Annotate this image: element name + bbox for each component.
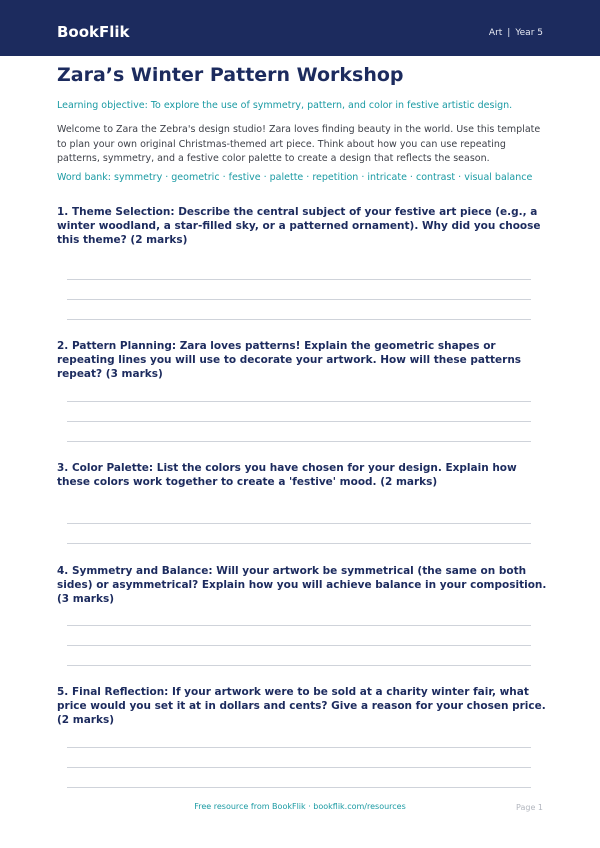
question-5: 5. Final Reflection: If your artwork were to be sold at a charity winter fair, what price would you set it at in dollars and cents? Give a reason for your chosen price. (2 marks) [57,686,546,726]
learning-objective: Learning objective: To explore the use of symmetry, pattern, and color in festive artistic design. [57,100,513,111]
answer-line-2b[interactable] [67,421,531,422]
brand-logo-text: BookFlik [57,23,130,41]
word-bank: Word bank: symmetry · geometric · festive · palette · repetition · intricate · contrast · visual balance [57,172,533,183]
answer-line-2c[interactable] [67,441,531,442]
answer-line-4b[interactable] [67,645,531,646]
answer-line-1c[interactable] [67,319,531,320]
answer-line-5a[interactable] [67,747,531,748]
page-number: Page 1 [516,803,543,812]
subject-label: Art [488,28,503,38]
question-3: 3. Color Palette: List the colors you have chosen for your design. Explain how these colors work together to create a 'festive' mood. (2 marks) [57,462,517,488]
answer-line-5c[interactable] [67,787,531,788]
footer-link[interactable]: Free resource from BookFlik · bookflik.com/resources [194,802,406,811]
answer-line-3b[interactable] [67,543,531,544]
header-bar [0,0,600,56]
question-4: 4. Symmetry and Balance: Will your artwork be symmetrical (the same on both sides) or asymmetrical? Explain how you will achieve balance in your composition. (3 marks) [57,565,547,605]
question-1: 1. Theme Selection: Describe the central subject of your festive art piece (e.g., a winter woodland, a star-filled sky, or a patterned ornament). Why did you choose this theme? (2 marks) [57,206,541,246]
year-label: Year 5 [515,28,543,38]
answer-line-4c[interactable] [67,665,531,666]
answer-line-4a[interactable] [67,625,531,626]
page-title: Zara’s Winter Pattern Workshop [57,64,404,86]
question-2: 2. Pattern Planning: Zara loves patterns! Explain the geometric shapes or repeating lines you will use to decorate your artwork. How will these patterns repeat? (3 marks) [57,340,522,380]
answer-line-2a[interactable] [67,401,531,402]
answer-line-5b[interactable] [67,767,531,768]
header-separator: | [507,28,511,38]
answer-line-3a[interactable] [67,523,531,524]
intro-paragraph: Welcome to Zara the Zebra's design studio! Zara loves finding beauty in the world. Use this template to plan your own original Christmas-themed art piece. Think about how you can use repeating patterns, symmetry, and a festive color palette to create a design that reflects the season. [57,124,541,164]
answer-line-1b[interactable] [67,299,531,300]
header-meta [489,28,543,38]
answer-line-1a[interactable] [67,279,531,280]
